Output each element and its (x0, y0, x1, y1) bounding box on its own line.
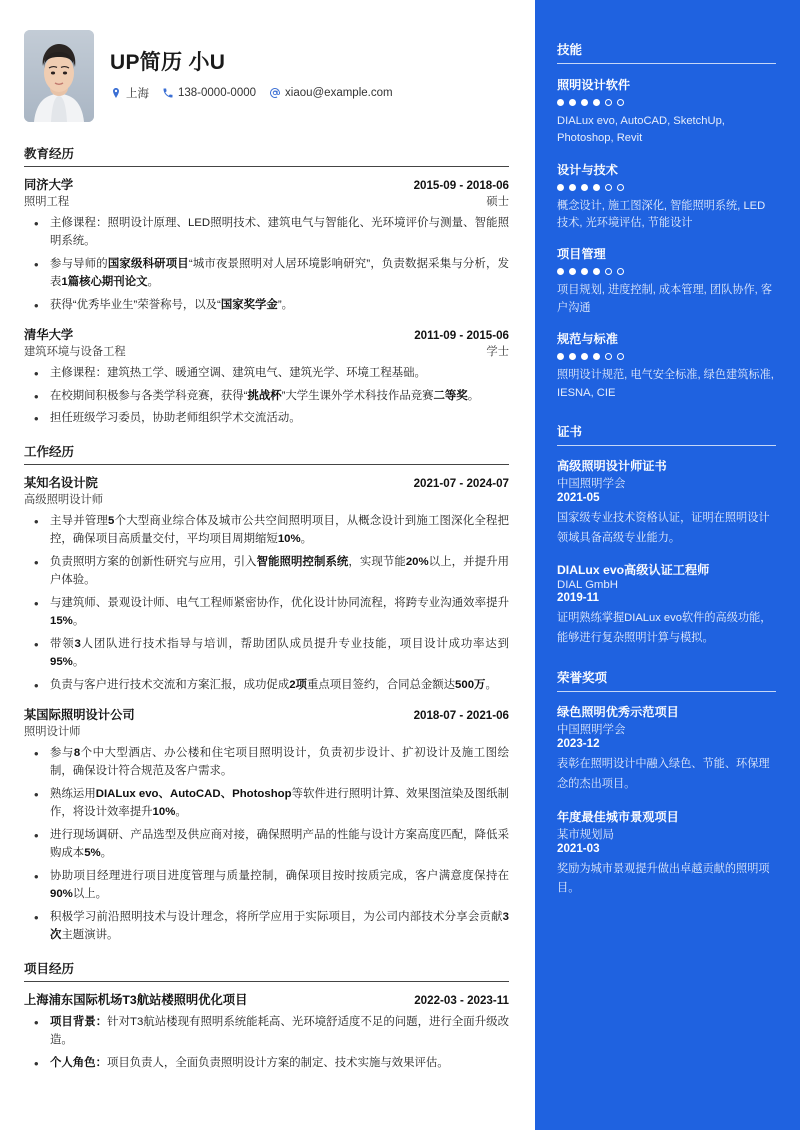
company-name: 某国际照明设计公司 (24, 707, 135, 722)
certificate-date: 2021-05 (557, 490, 600, 504)
rating-dot-filled (593, 184, 600, 191)
contact-phone (162, 87, 256, 99)
rating-dot-filled (569, 353, 576, 360)
contact-email-text: xiaou@example.com (285, 87, 393, 99)
work-entry (24, 473, 509, 694)
section-title-education: 教育经历 (24, 144, 509, 167)
rating-dot-empty (617, 268, 624, 275)
certificate-org: 中国照明学会 (557, 477, 626, 490)
section-title-projects: 项目经历 (24, 959, 509, 982)
work-date: 2021-07 - 2024-07 (413, 476, 509, 490)
sidebar-title-awards: 荣誉奖项 (557, 668, 776, 692)
list-item: • 积极学习前沿照明技术与设计理念，将所学应用于实际项目，为公司内部技术分享会贡献3次主题演讲。 (24, 908, 509, 945)
rating-dot-filled (581, 184, 588, 191)
education-entry (24, 175, 509, 314)
education-date: 2011-09 - 2015-06 (414, 329, 509, 343)
project-bullets (24, 1013, 509, 1072)
degree: 硕士 (486, 196, 509, 208)
major: 照明工程 (24, 196, 70, 208)
rating-dot-empty (617, 353, 624, 360)
skill-name: 项目管理 (557, 247, 606, 262)
skill-rating (557, 99, 776, 106)
award-description: 奖励为城市景观提升做出卓越贡献的照明项目。 (557, 862, 770, 895)
award-org: 某市规划局 (557, 828, 614, 841)
contact-list (110, 85, 401, 101)
skill-name: 设计与技术 (557, 162, 618, 177)
rating-dot-filled (557, 353, 564, 360)
company-name: 某知名设计院 (24, 475, 98, 490)
list-item: • 协助项目经理进行项目进度管理与质量控制，确保项目按时按质完成，客户满意度保持在90%以上。 (24, 867, 509, 904)
certificate-org: DIAL GmbH (557, 579, 618, 592)
rating-dot-filled (581, 353, 588, 360)
contact-location (110, 85, 149, 101)
education-bullets (24, 214, 509, 314)
list-item: • 主修课程：建筑热工学、暖通空调、建筑电气、建筑光学、环境工程基础。 (24, 364, 509, 382)
work-date: 2018-07 - 2021-06 (413, 708, 509, 722)
rating-dot-empty (617, 99, 624, 106)
rating-dot-empty (605, 99, 612, 106)
certificate-description: 证明熟练掌握DIALux evo软件的高级功能，能够进行复杂照明计算与模拟。 (557, 612, 772, 644)
project-entry (24, 990, 509, 1072)
project-date: 2022-03 - 2023-11 (414, 993, 509, 1007)
list-item: • 主修课程：照明设计原理、LED照明技术、建筑电气与智能化、光环境评价与测量、智能照明系统。 (24, 214, 509, 251)
list-item: • 熟练运用DIALux evo、AutoCAD、Photoshop等软件进行照明计算、效果图渲染及图纸制作，将设计效率提升10%。 (24, 785, 509, 822)
rating-dot-filled (557, 184, 564, 191)
list-item: • 获得“优秀毕业生”荣誉称号，以及“国家奖学金”。 (24, 296, 509, 314)
award-description: 表彰在照明设计中融入绿色、节能、环保理念的杰出项目。 (557, 758, 770, 791)
job-role: 照明设计师 (24, 725, 81, 738)
contact-email (269, 87, 393, 99)
education-date: 2015-09 - 2018-06 (413, 179, 509, 192)
skill-item (557, 161, 776, 233)
job-role: 高级照明设计师 (24, 493, 104, 506)
list-item: • 负责照明方案的创新性研究与应用，引入智能照明控制系统，实现节能20%以上，并提升用户体验。 (24, 553, 509, 590)
school-name: 清华大学 (24, 328, 74, 343)
education-entry (24, 325, 509, 427)
profile-info (110, 30, 401, 101)
project-name: 上海浦东国际机场T3航站楼照明优化项目 (24, 992, 248, 1007)
list-item: • 带领3人团队进行技术指导与培训，帮助团队成员提升专业技能，项目设计成功率达到95%。 (24, 635, 509, 672)
school-name: 同济大学 (24, 178, 74, 192)
phone-icon (162, 87, 174, 99)
major: 建筑环境与设备工程 (24, 346, 126, 359)
rating-dot-empty (605, 184, 612, 191)
contact-phone-text: 138-0000-0000 (178, 87, 257, 99)
avatar (24, 30, 94, 122)
list-item: • 参与导师的国家级科研项目“城市夜景照明对人居环境影响研究”，负责数据采集与分析，发表1篇核心期刊论文。 (24, 255, 509, 292)
skill-description: 项目规划, 进度控制, 成本管理, 团队协作, 客户沟通 (557, 284, 773, 314)
skill-item (557, 330, 776, 402)
work-bullets (24, 744, 509, 945)
certificate-item (557, 458, 776, 548)
certificate-date: 2019-11 (557, 591, 599, 605)
rating-dot-empty (617, 184, 624, 191)
rating-dot-filled (581, 99, 588, 106)
list-item: • 参与8个中大型酒店、办公楼和住宅项目照明设计，负责初步设计、扩初设计及施工图绘制，确保设计符合规范及客户需求。 (24, 744, 509, 781)
award-date: 2023-12 (557, 737, 600, 751)
list-item: • 负责与客户进行技术交流和方案汇报，成功促成2项重点项目签约，合同总金额达500万。 (24, 676, 509, 694)
certificate-name: 高级照明设计师证书 (557, 458, 667, 473)
sidebar-title-skills: 技能 (557, 40, 776, 64)
skill-description: 照明设计规范, 电气安全标准, 绿色建筑标准, IESNA, CIE (557, 369, 774, 399)
award-name: 绿色照明优秀示范项目 (557, 705, 679, 720)
award-org: 中国照明学会 (557, 724, 626, 737)
skill-description: DIALux evo, AutoCAD, SketchUp, Photoshop, Revit (557, 115, 725, 145)
skill-name: 照明设计软件 (557, 78, 631, 92)
award-item (557, 809, 776, 899)
list-item: • 与建筑师、景观设计师、电气工程师紧密协作，优化设计协同流程，将跨专业沟通效率提升15%。 (24, 594, 509, 631)
skill-description: 概念设计, 施工图深化, 智能照明系统, LED技术, 光环境评估, 节能设计 (557, 199, 766, 230)
rating-dot-filled (569, 184, 576, 191)
list-item: • 担任班级学习委员，协助老师组织学术交流活动。 (24, 409, 509, 427)
rating-dot-filled (581, 268, 588, 275)
location-pin-icon (110, 87, 122, 99)
section-title-work: 工作经历 (24, 442, 509, 465)
rating-dot-filled (557, 268, 564, 275)
rating-dot-filled (593, 99, 600, 106)
certificate-description: 国家级专业技术资格认证，证明在照明设计领域具备高级专业能力。 (557, 511, 770, 544)
degree: 学士 (486, 346, 509, 359)
rating-dot-filled (593, 268, 600, 275)
list-item: • 主导并管理5个大型商业综合体及城市公共空间照明项目，从概念设计到施工图深化全程把控，确保项目高质量交付，平均项目周期缩短10%。 (24, 512, 509, 549)
rating-dot-empty (605, 268, 612, 275)
rating-dot-filled (569, 268, 576, 275)
list-item: • 项目背景：针对T3航站楼现有照明系统能耗高、光环境舒适度不足的问题，进行全面升级改造。 (24, 1013, 509, 1050)
certificate-item (557, 562, 776, 648)
sidebar-title-certificates: 证书 (557, 422, 776, 446)
avatar-photo-icon (24, 30, 94, 122)
work-entry (24, 705, 509, 945)
skill-name: 规范与标准 (557, 332, 618, 347)
rating-dot-filled (557, 99, 564, 106)
education-bullets (24, 364, 509, 427)
skill-rating (557, 184, 776, 191)
award-name: 年度最佳城市景观项目 (557, 809, 679, 824)
page-title: UP简历 小U (110, 51, 226, 74)
certificate-name: DIALux evo高级认证工程师 (557, 563, 710, 578)
award-date: 2021-03 (557, 841, 600, 855)
rating-dot-filled (569, 99, 576, 106)
list-item: • 个人角色：项目负责人，全面负责照明设计方案的制定、技术实施与效果评估。 (24, 1054, 509, 1072)
list-item: • 进行现场调研、产品选型及供应商对接，确保照明产品的性能与设计方案高度匹配，降低采购成本5%。 (24, 826, 509, 863)
sidebar (535, 0, 800, 1130)
profile-header (24, 30, 509, 122)
skill-rating (557, 268, 776, 275)
work-bullets (24, 512, 509, 694)
rating-dot-empty (605, 353, 612, 360)
rating-dot-filled (593, 353, 600, 360)
skill-item (557, 76, 776, 148)
award-item (557, 704, 776, 794)
list-item: • 在校期间积极参与各类学科竞赛，获得“挑战杯”大学生课外学术科技作品竞赛二等奖。 (24, 387, 509, 405)
email-at-icon (269, 87, 281, 99)
contact-location-text: 上海 (126, 88, 149, 100)
skill-rating (557, 353, 776, 360)
skill-item (557, 245, 776, 317)
